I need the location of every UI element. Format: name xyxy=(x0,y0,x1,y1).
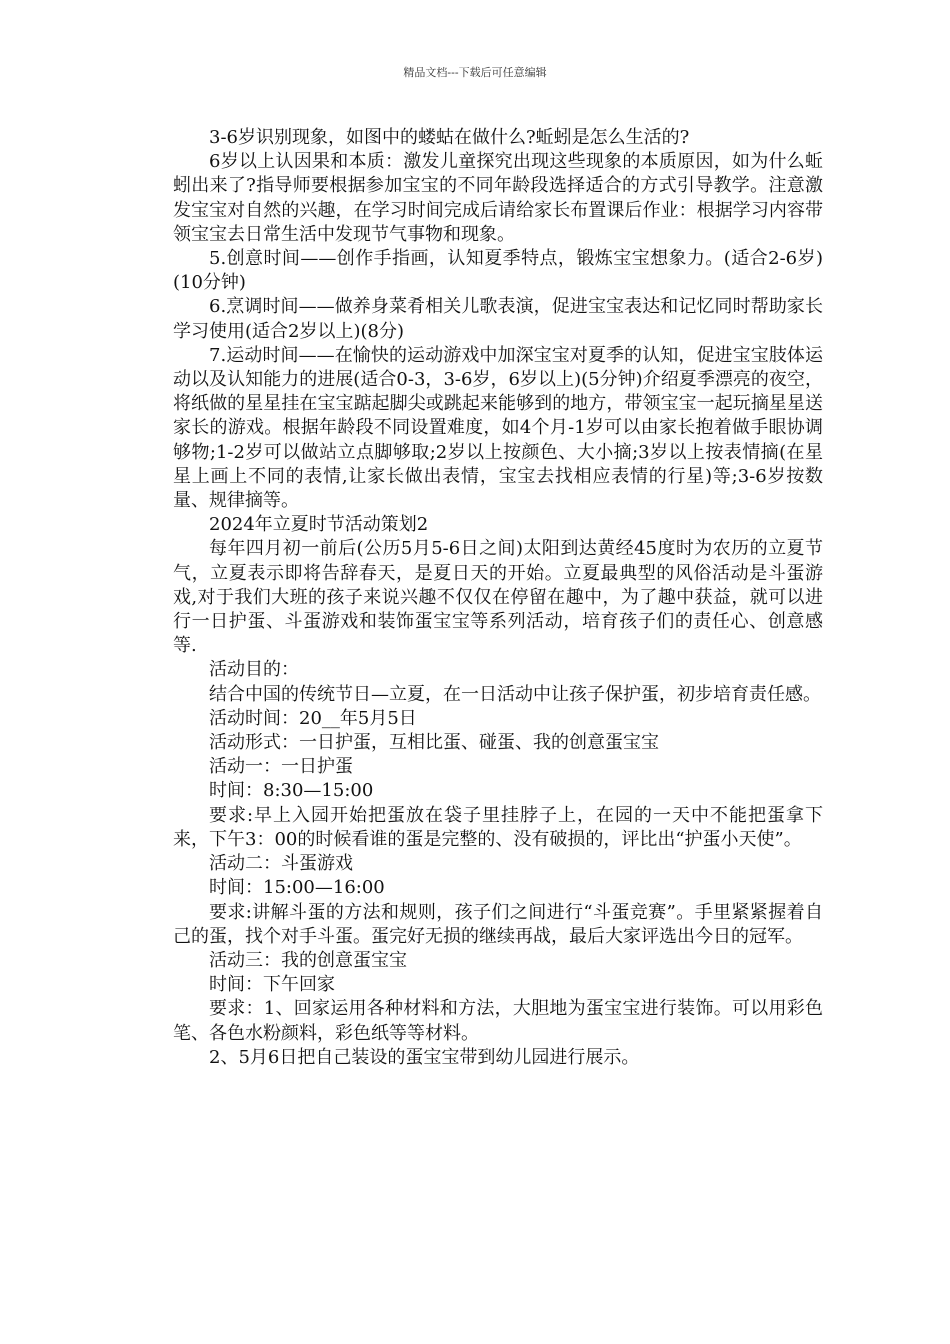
paragraph: 活动一：一日护蛋 xyxy=(209,756,353,778)
paragraph: 6岁以上认因果和本质：激发儿童探究出现这些现象的本质原因，如为什么蚯蚓出来了?指导师要根据参加宝宝的不同年龄段选择适合的方式引导教学。注意激发宝宝对自然的兴趣，在学习时间完成后请给家长布置课后作业：根据学习内容带领宝宝去日常生活中发现节气事物和现象。 xyxy=(173,151,823,245)
paragraph: 3-6岁识别现象，如图中的蝼蛄在做什么?蚯蚓是怎么生活的? xyxy=(209,127,690,148)
paragraph: 时间：15:00—16:00 xyxy=(209,877,385,899)
paragraph: 5.创意时间——创作手指画，认知夏季特点，锻炼宝宝想象力。(适合2-6岁)(10分钟) xyxy=(173,248,823,294)
paragraph: 2、5月6日把自己装设的蛋宝宝带到幼儿园进行展示。 xyxy=(209,1046,640,1068)
paragraph: 时间：8:30—15:00 xyxy=(209,780,374,802)
paragraph: 6.烹调时间——做养身菜肴相关儿歌表演，促进宝宝表达和记忆同时帮助家长学习使用(适合2岁以上)(8分) xyxy=(173,296,823,342)
paragraph: 每年四月初一前后(公历5月5-6日之间)太阳到达黄经45度时为农历的立夏节气，立夏表示即将告辞春天，是夏日天的开始。立夏最典型的风俗活动是斗蛋游戏,对于我们大班的孩子来说兴趣不仅仅在停留在趣中，为了趣中获益，就可以进行一日护蛋、斗蛋游戏和装饰蛋宝宝等系列活动，培育孩子们的责任心、创意感等. xyxy=(173,538,823,657)
paragraph: 结合中国的传统节日—立夏，在一日活动中让孩子保护蛋，初步培育责任感。 xyxy=(209,683,821,705)
paragraph: 活动目的： xyxy=(209,659,299,681)
paragraph: 活动二：斗蛋游戏 xyxy=(209,853,353,875)
page-header: 精品文档---下载后可任意编辑 xyxy=(403,66,547,79)
paragraph: 要求:讲解斗蛋的方法和规则，孩子们之间进行“斗蛋竞赛”。手里紧紧握着自己的蛋，找个对手斗蛋。蛋完好无损的继续再战，最后大家评选出今日的冠军。 xyxy=(173,901,823,947)
paragraph: 7.运动时间——在愉快的运动游戏中加深宝宝对夏季的认知，促进宝宝肢体运动以及认知能力的进展(适合0-3，3-6岁，6岁以上)(5分钟)介绍夏季漂亮的夜空，将纸做的星星挂在宝宝踮起脚尖或跳起来能够到的地方，带领宝宝一起玩摘星星送家长的游戏。根据年龄段不同设置难度，如4个月-1岁可以由家长抱着做手眼协调够物;1-2岁可以做站立点脚够取;2岁以上按颜色、大小摘;3岁以上按表情摘(在星星上画上不同的表情,让家长做出表情，宝宝去找相应表情的行星)等;3-6岁按数量、规律摘等。 xyxy=(173,344,823,512)
paragraph: 要求：1、回家运用各种材料和方法，大胆地为蛋宝宝进行装饰。可以用彩色笔、各色水粉颜料，彩色纸等等材料。 xyxy=(173,998,823,1044)
paragraph: 活动三：我的创意蛋宝宝 xyxy=(209,949,407,971)
paragraph: 活动时间：20__年5月5日 xyxy=(209,707,417,729)
section-heading: 2024年立夏时节活动策划2 xyxy=(209,514,429,536)
document-body xyxy=(173,126,823,1070)
paragraph: 时间：下午回家 xyxy=(209,974,335,996)
paragraph: 活动形式：一日护蛋，互相比蛋、碰蛋、我的创意蛋宝宝 xyxy=(209,732,659,754)
paragraph: 要求:早上入园开始把蛋放在袋子里挂脖子上，在园的一天中不能把蛋拿下来，下午3：00的时候看谁的蛋是完整的、没有破损的，评比出“护蛋小天使”。 xyxy=(173,804,823,850)
